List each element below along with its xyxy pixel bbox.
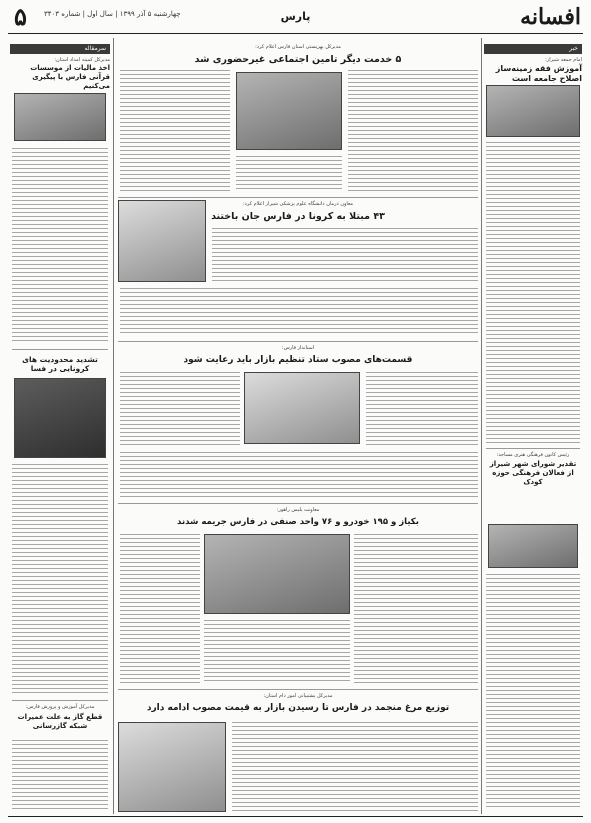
right-mid-kicker: رئیس کانون فرهنگی هنری مساجد: (496, 452, 570, 458)
right-article-text (486, 142, 580, 444)
market-kicker: استاندار فارس: (281, 345, 315, 351)
covid-separator (118, 341, 478, 342)
frozen-chicken-photo (118, 722, 226, 812)
imam-jomeh-photo (486, 85, 580, 137)
top-article-text-center (236, 156, 342, 192)
column-divider-left (113, 38, 114, 814)
section-title: پارس (280, 10, 311, 23)
chicken-headline: توزیع مرغ منجمد در فارس تا رسیدن بازار به قیمت مصوب ادامه دارد (146, 703, 450, 713)
council-photo (488, 524, 578, 568)
top-separator (118, 197, 478, 198)
market-separator (118, 503, 478, 504)
cars-article-text-left (120, 534, 200, 684)
right-kicker: امام جمعه شیراز: (545, 57, 582, 63)
right-headline: آموزش فقه زمینه‌ساز اصلاح جامعه است (495, 64, 582, 84)
governor-meeting-photo (244, 372, 360, 444)
right-column-header: خبر (484, 44, 582, 54)
left-kicker: مدیرکل کمیته امداد استان: (54, 57, 110, 63)
right-separator (486, 448, 580, 449)
column-divider-right (481, 38, 482, 814)
top-article-text-right (348, 70, 478, 192)
cars-article-text-right (354, 534, 478, 684)
market-headline: قسمت‌های مصوب ستاد تنظیم بازار باید رعایت شود (183, 355, 413, 365)
cars-kicker: معاونت پلیس راهور: (276, 507, 320, 513)
covid-article-text-bottom (120, 288, 478, 336)
cars-separator (118, 689, 478, 690)
chicken-kicker: مدیرکل پشتیبانی امور دام استان: (263, 693, 333, 699)
header-divider (8, 33, 583, 34)
covid-kicker: معاون درمان دانشگاه علوم پزشکی شیراز اعلام کرد: (242, 201, 354, 207)
left-bottom-kicker: مدیرکل آموزش و پرورش فارس: (25, 704, 95, 710)
fasa-street-photo (14, 378, 106, 458)
top-article-text-left (120, 70, 230, 192)
market-article-text-bottom (120, 452, 478, 498)
covid-article-text-top (212, 228, 478, 282)
left-bottom-article-text (12, 740, 108, 812)
cars-article-text-center (204, 620, 350, 684)
newspaper-logo: افسانه (520, 4, 581, 30)
police-car-photo (204, 534, 350, 614)
behzisti-official-photo (236, 72, 342, 150)
market-article-text-right (366, 372, 478, 446)
issue-date: چهارشنبه ۵ آذر ۱۳۹۹ | سال اول | شماره ۳۴۰۳ (44, 10, 181, 18)
left-separator (12, 349, 108, 350)
page-number: ۵ (14, 2, 27, 31)
right-mid-headline: تقدیر شورای شهر شیراز از فعالان فرهنگی حوزه کودک (489, 460, 577, 486)
right-mid-article-text (486, 574, 580, 810)
left-mid-article-text (12, 464, 108, 696)
covid-headline: ۴۳ مبتلا به کرونا در فارس جان باختند (211, 211, 385, 222)
left-article-text (12, 148, 108, 344)
left-bottom-headline: قطع گاز به علت عمیرات شبکه گازرسانی (17, 713, 103, 730)
top-headline: ۵ خدمت دیگر تامین اجتماعی غیرحضوری شد (194, 54, 402, 65)
left-headline: اخذ مالیات از موسسات قرآنی فارس با پیگیری می‌کنیم (30, 64, 110, 91)
amdad-photo (14, 93, 106, 141)
covid-hospital-photo (118, 200, 206, 282)
chicken-article-text (232, 722, 478, 812)
market-article-text-left (120, 372, 240, 446)
left-mid-headline: تشدید محدودیت های کرونایی در فسا (22, 355, 98, 374)
left-column-header: سرمقاله (10, 44, 110, 54)
top-kicker: مدیرکل بهزیستی استان فارس اعلام کرد: (255, 44, 341, 50)
footer-divider (8, 816, 583, 817)
left-bottom-separator (12, 700, 108, 701)
cars-headline: بکیاز و ۱۹۵ خودرو و ۷۶ واحد صنفی در فارس جریمه شدند (177, 517, 419, 527)
